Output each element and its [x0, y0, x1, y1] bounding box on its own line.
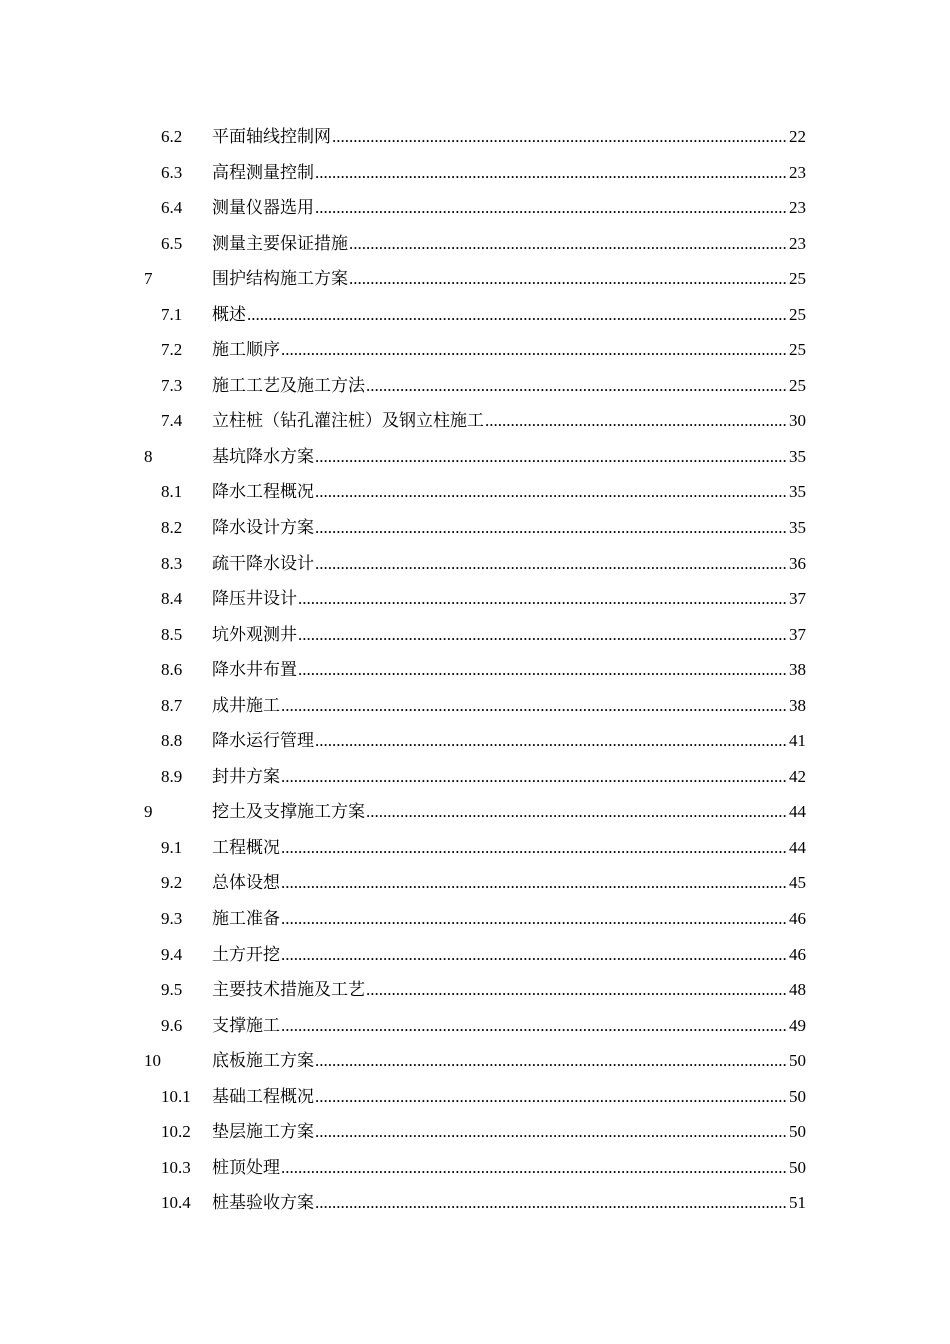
toc-entry-line	[212, 1150, 806, 1186]
toc-dot-leader	[298, 581, 788, 617]
toc-entry[interactable]	[0, 1114, 950, 1150]
toc-entry[interactable]	[0, 119, 950, 155]
toc-entry-title: 主要技术措施及工艺	[212, 980, 365, 1000]
toc-entry[interactable]	[0, 368, 950, 404]
toc-entry-page: 23	[789, 233, 806, 253]
toc-dot-leader	[315, 1114, 788, 1150]
toc-entry-number: 8.7	[161, 695, 183, 715]
toc-entry-number: 8	[144, 446, 153, 466]
toc-dot-leader	[281, 1150, 788, 1186]
toc-entry-line	[212, 652, 806, 688]
toc-entry-title: 底板施工方案	[212, 1051, 314, 1071]
toc-entry-number: 8.1	[161, 482, 183, 502]
toc-entry-number: 10	[144, 1051, 161, 1071]
toc-entry-title: 围护结构施工方案	[212, 269, 348, 289]
toc-entry-title: 立柱桩（钻孔灌注桩）及钢立柱施工	[212, 411, 484, 431]
toc-entry-line	[212, 546, 806, 582]
toc-entry-page: 51	[789, 1193, 806, 1213]
toc-entry-line	[212, 972, 806, 1008]
toc-dot-leader	[366, 368, 788, 404]
toc-entry-page: 37	[789, 624, 806, 644]
toc-entry-page: 25	[789, 304, 806, 324]
toc-entry-page: 41	[789, 731, 806, 751]
toc-entry-number: 9	[144, 802, 153, 822]
toc-dot-leader	[281, 332, 788, 368]
toc-entry-number: 8.8	[161, 731, 183, 751]
toc-dot-leader	[281, 759, 788, 795]
toc-entry-title: 桩顶处理	[212, 1157, 280, 1177]
toc-entry-title: 疏干降水设计	[212, 553, 314, 573]
toc-entry-line	[212, 794, 806, 830]
toc-entry-number: 7.2	[161, 340, 183, 360]
toc-entry-line	[212, 119, 806, 155]
toc-dot-leader	[315, 1079, 788, 1115]
toc-dot-leader	[366, 794, 788, 830]
toc-entry-line	[212, 190, 806, 226]
toc-entry-page: 50	[789, 1157, 806, 1177]
toc-entry-page: 49	[789, 1015, 806, 1035]
toc-entry-number: 8.9	[161, 766, 183, 786]
toc-entry-page: 44	[789, 802, 806, 822]
toc-entry-title: 挖土及支撑施工方案	[212, 802, 365, 822]
toc-entry-page: 46	[789, 909, 806, 929]
toc-entry[interactable]	[0, 439, 950, 475]
toc-entry-line	[212, 332, 806, 368]
toc-entry-line	[212, 1043, 806, 1079]
toc-dot-leader	[315, 546, 788, 582]
toc-entry-page: 23	[789, 162, 806, 182]
toc-entry[interactable]	[0, 759, 950, 795]
toc-entry-number: 7.3	[161, 375, 183, 395]
toc-entry-line	[212, 439, 806, 475]
toc-entry[interactable]	[0, 830, 950, 866]
toc-entry[interactable]	[0, 972, 950, 1008]
toc-dot-leader	[315, 474, 788, 510]
toc-entry-title: 降水运行管理	[212, 731, 314, 751]
toc-entry-page: 48	[789, 980, 806, 1000]
toc-entry-page: 36	[789, 553, 806, 573]
toc-dot-leader	[281, 937, 788, 973]
toc-entry[interactable]	[0, 1150, 950, 1186]
toc-entry-number: 10.4	[161, 1193, 191, 1213]
toc-dot-leader	[315, 439, 788, 475]
toc-entry[interactable]	[0, 723, 950, 759]
toc-dot-leader	[281, 688, 788, 724]
toc-entry-page: 46	[789, 944, 806, 964]
toc-entry-page: 38	[789, 695, 806, 715]
toc-entry-line	[212, 1079, 806, 1115]
toc-entry-number: 8.4	[161, 589, 183, 609]
toc-entry-line	[212, 688, 806, 724]
toc-dot-leader	[281, 1008, 788, 1044]
toc-entry-number: 7	[144, 269, 153, 289]
toc-entry-line	[212, 1008, 806, 1044]
toc-entry-number: 6.5	[161, 233, 183, 253]
toc-entry-number: 8.2	[161, 518, 183, 538]
toc-dot-leader	[332, 119, 788, 155]
toc-entry-title: 支撑施工	[212, 1015, 280, 1035]
toc-entry-title: 平面轴线控制网	[212, 127, 331, 146]
toc-entry-number: 7.1	[161, 304, 183, 324]
toc-entry-title: 降水井布置	[212, 660, 297, 680]
toc-entry-page: 30	[789, 411, 806, 431]
toc-entry[interactable]	[0, 155, 950, 191]
toc-entry-title: 桩基验收方案	[212, 1193, 314, 1213]
toc-entry-page: 42	[789, 766, 806, 786]
toc-dot-leader	[315, 510, 788, 546]
toc-entry-page: 25	[789, 340, 806, 360]
toc-entry-line	[212, 830, 806, 866]
toc-entry-title: 工程概况	[212, 837, 280, 857]
toc-entry-title: 基础工程概况	[212, 1086, 314, 1106]
toc-entry[interactable]	[0, 1079, 950, 1115]
toc-dot-leader	[315, 190, 788, 226]
toc-entry-line	[212, 723, 806, 759]
toc-entry-number: 8.6	[161, 660, 183, 680]
toc-entry-number: 10.3	[161, 1157, 191, 1177]
toc-entry-title: 垫层施工方案	[212, 1122, 314, 1142]
toc-entry-line	[212, 226, 806, 262]
toc-entry-page: 35	[789, 518, 806, 538]
toc-entry[interactable]	[0, 865, 950, 901]
toc-dot-leader	[281, 901, 788, 937]
toc-entry-line	[212, 297, 806, 333]
toc-entry-line	[212, 368, 806, 404]
toc-entry-number: 6.2	[161, 127, 183, 146]
toc-entry-page: 35	[789, 482, 806, 502]
toc-entry-title: 降水设计方案	[212, 518, 314, 538]
toc-entry-title: 基坑降水方案	[212, 446, 314, 466]
toc-entry-title: 成井施工	[212, 695, 280, 715]
toc-entry[interactable]	[0, 510, 950, 546]
toc-entry[interactable]	[0, 1043, 950, 1079]
toc-dot-leader	[281, 830, 788, 866]
toc-entry[interactable]	[0, 546, 950, 582]
toc-entry-page: 25	[789, 269, 806, 289]
toc-entry-title: 总体设想	[212, 873, 280, 893]
toc-entry[interactable]	[0, 332, 950, 368]
toc-entry[interactable]	[0, 474, 950, 510]
toc-entry-number: 10.2	[161, 1122, 191, 1142]
toc-entry[interactable]	[0, 226, 950, 262]
toc-entry-page: 23	[789, 198, 806, 218]
toc-entry-page: 50	[789, 1051, 806, 1071]
toc-entry-number: 9.3	[161, 909, 183, 929]
toc-entry-number: 8.5	[161, 624, 183, 644]
toc-entry[interactable]	[0, 261, 950, 297]
toc-dot-leader	[281, 865, 788, 901]
toc-entry-line	[212, 865, 806, 901]
toc-entry-line	[212, 403, 806, 439]
toc-dot-leader	[247, 297, 788, 333]
toc-dot-leader	[366, 972, 788, 1008]
toc-entry[interactable]	[0, 937, 950, 973]
toc-entry-title: 施工顺序	[212, 340, 280, 360]
toc-entry-title: 土方开挖	[212, 944, 280, 964]
toc-entry[interactable]	[0, 1008, 950, 1044]
toc-entry[interactable]	[0, 190, 950, 226]
toc-entry-title: 封井方案	[212, 766, 280, 786]
toc-dot-leader	[315, 155, 788, 191]
toc-dot-leader	[315, 1185, 788, 1221]
toc-entry-number: 9.5	[161, 980, 183, 1000]
toc-dot-leader	[298, 652, 788, 688]
toc-entry-page: 37	[789, 589, 806, 609]
toc-entry-title: 测量仪器选用	[212, 198, 314, 218]
toc-entry-number: 9.2	[161, 873, 183, 893]
toc-entry[interactable]	[0, 688, 950, 724]
toc-entry-line	[212, 901, 806, 937]
toc-dot-leader	[315, 1043, 788, 1079]
toc-entry-page: 38	[789, 660, 806, 680]
toc-dot-leader	[485, 403, 788, 439]
toc-entry-number: 8.3	[161, 553, 183, 573]
toc-entry-number: 6.4	[161, 198, 183, 218]
toc-dot-leader	[315, 723, 788, 759]
toc-entry-title: 高程测量控制	[212, 162, 314, 182]
toc-entry-page: 22	[789, 127, 806, 146]
toc-entry-page: 50	[789, 1122, 806, 1142]
toc-entry-line	[212, 474, 806, 510]
toc-entry-title: 施工准备	[212, 909, 280, 929]
toc-entry-number: 6.3	[161, 162, 183, 182]
toc-entry-number: 9.4	[161, 944, 183, 964]
toc-entry-line	[212, 759, 806, 795]
toc-entry-line	[212, 617, 806, 653]
toc-entry-number: 9.1	[161, 837, 183, 857]
toc-entry-number: 7.4	[161, 411, 183, 431]
toc-entry[interactable]	[0, 901, 950, 937]
toc-entry-title: 施工工艺及施工方法	[212, 375, 365, 395]
toc-entry-number: 9.6	[161, 1015, 183, 1035]
toc-entry-page: 25	[789, 375, 806, 395]
toc-entry-title: 降压井设计	[212, 589, 297, 609]
toc-entry[interactable]	[0, 297, 950, 333]
toc-entry-line	[212, 1114, 806, 1150]
toc-entry-line	[212, 1185, 806, 1221]
toc-entry-line	[212, 581, 806, 617]
toc-entry-title: 坑外观测井	[212, 624, 297, 644]
toc-entry-page: 44	[789, 837, 806, 857]
toc-entry-title: 测量主要保证措施	[212, 233, 348, 253]
toc-entry-line	[212, 937, 806, 973]
toc-entry-line	[212, 155, 806, 191]
toc-entry-line	[212, 261, 806, 297]
toc-entry[interactable]	[0, 794, 950, 830]
toc-entry-page: 50	[789, 1086, 806, 1106]
toc-dot-leader	[349, 261, 788, 297]
toc-entry[interactable]	[0, 581, 950, 617]
toc-entry[interactable]	[0, 1185, 950, 1221]
toc-entry[interactable]	[0, 403, 950, 439]
table-of-contents	[0, 119, 950, 1221]
toc-dot-leader	[349, 226, 788, 262]
toc-entry-title: 概述	[212, 304, 246, 324]
toc-entry-page: 45	[789, 873, 806, 893]
toc-entry-line	[212, 510, 806, 546]
toc-entry[interactable]	[0, 617, 950, 653]
toc-dot-leader	[298, 617, 788, 653]
toc-entry[interactable]	[0, 652, 950, 688]
toc-entry-title: 降水工程概况	[212, 482, 314, 502]
toc-entry-number: 10.1	[161, 1086, 191, 1106]
toc-entry-page: 35	[789, 446, 806, 466]
